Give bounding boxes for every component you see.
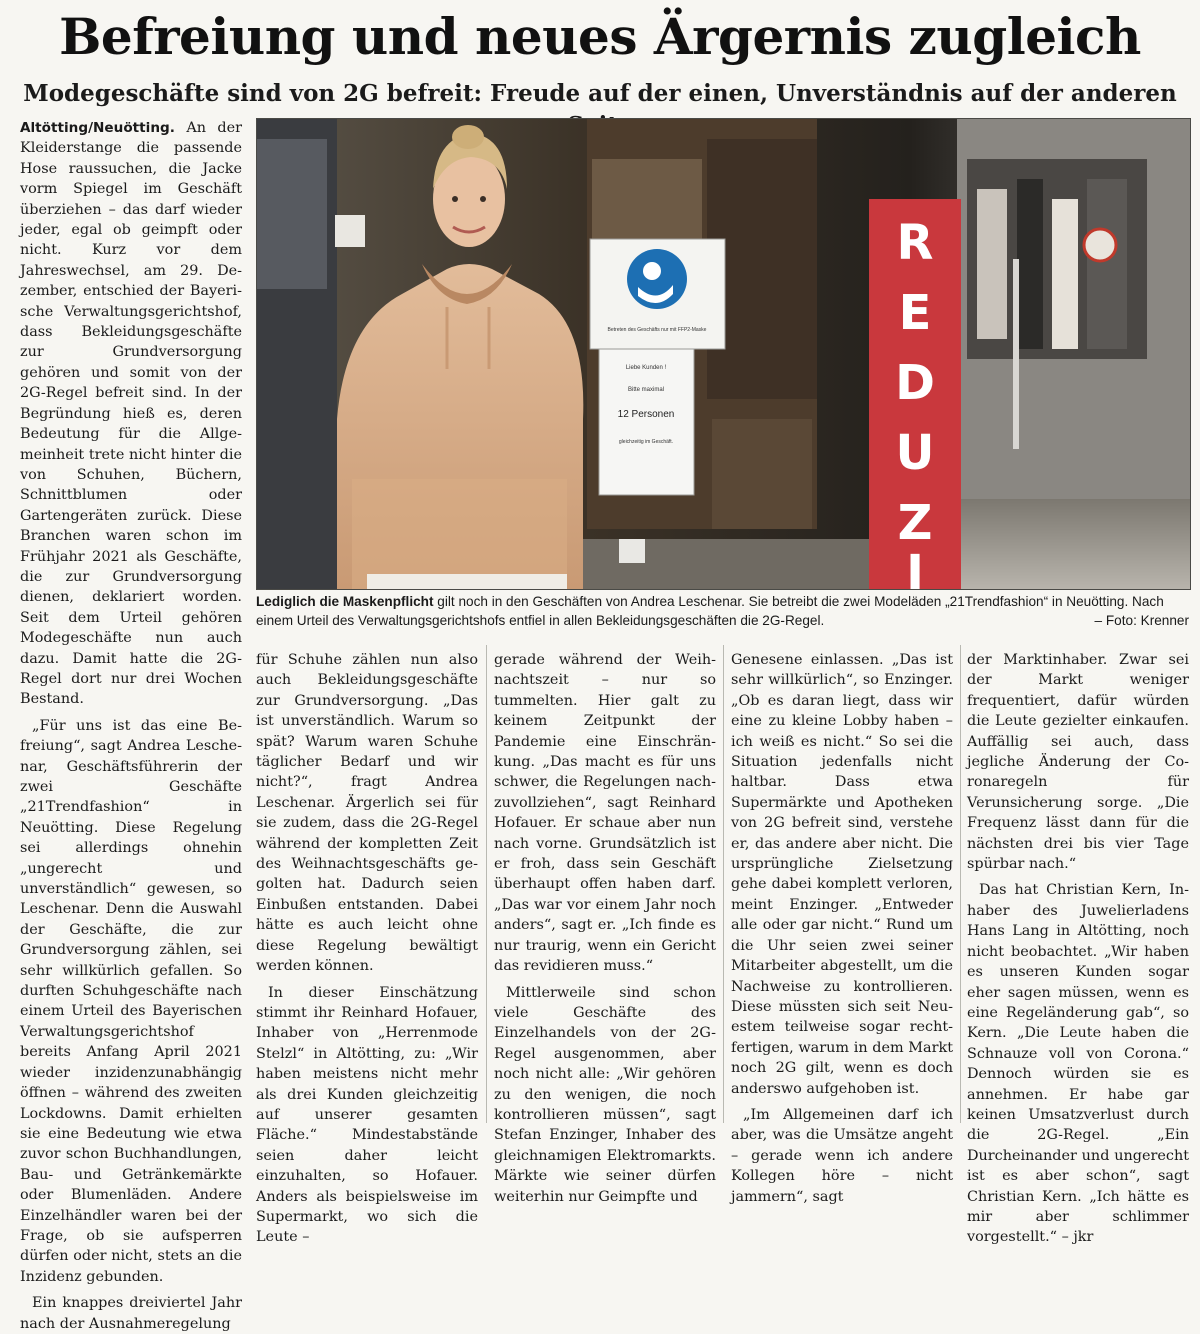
photo-credit: – Foto: Krenner bbox=[1094, 613, 1189, 628]
banner-letter: I bbox=[906, 545, 924, 589]
paragraph: Mittlerweile sind schon viele Geschäfte des Einzelhandels von der 2G-Regel ausgenommen, aber noch nicht alle: „Wir gehören zu den wenigen, die noch kontrollieren müssen“, sagt Stefan Enzinger, Inhaber des gleichnamigen Elektromarkts. Märkte wie seiner dürfen weiterhin nur Geimpfte und bbox=[494, 984, 716, 1205]
mask-sign-text: Betreten des Geschäfts nur mit FFP2-Maske bbox=[607, 327, 707, 333]
mask-sign bbox=[590, 239, 725, 349]
sign-line: Bitte maximal bbox=[627, 387, 665, 393]
headline: Befreiung und neues Ärgernis zugleich bbox=[59, 7, 1141, 66]
caption-lead: Lediglich die Maskenpflicht bbox=[256, 594, 434, 609]
column-rule bbox=[486, 645, 487, 1123]
article-column-1 bbox=[20, 118, 242, 1334]
paragraph: In dieser Einschätzung stimmt ihr Reinhard Hofauer, Inhaber von „Herrenmode Stelzl“ in Altötting, zu: „Wir haben meistens nicht mehr als drei Kunden gleichzeitig auf unserer gesamten Fläche.“ Mindestabstände seien daher leicht einzuhalten, so Hofauer. Anders als beispielsweise im Supermarkt, wo sich die Leute – bbox=[256, 984, 478, 1246]
banner-letter: R bbox=[896, 215, 934, 271]
paragraph: „Im Allgemeinen darf ich aber, was die Umsätze angeht – gerade wenn ich andere Kollegen höre – nicht jammern“, sagt bbox=[731, 1106, 953, 1205]
article-column-2 bbox=[256, 650, 478, 1248]
shop-window-photo bbox=[257, 119, 1190, 589]
sign-title: Liebe Kunden ! bbox=[625, 365, 667, 371]
sign-footer: gleichzeitig im Geschäft. bbox=[618, 439, 674, 445]
sign-value: 12 Personen bbox=[617, 409, 675, 420]
paragraph-text: An der Kleiderstange die passende Hose raussuchen, die Jacke vorm Spiegel im Geschäft überziehen – das darf wieder jeder, egal ob geimpft oder nicht. Kurz vor dem Jahreswechsel, am 29. Dezember, entschied der Bayerische Verwaltungsgerichtshof, dass Bekleidungsgeschäfte zur Grundversorgung gehören und somit von der 2G-Regel befreit sind. In der Begründung hieß es, deren Bedeutung für die Allgemeinheit trete nicht hinter die von Schuhen, Büchern, Schnittblumen oder Gartengeräten zurück. Diese Branchen waren schon im Frühjahr 2021 als Geschäfte, die zur Grundversorgung dienen, deklariert worden. Seit dem Urteil gehören Modegeschäfte nun auch dazu. Damit hatte die 2G-Regel dort nur drei Wochen Bestand. bbox=[20, 120, 242, 708]
article-column-3 bbox=[494, 650, 716, 1207]
paragraph: gerade während der Weihnachtszeit – nur so tummelten. Hier galt zu keinem Zeitpunkt der Pandemie eine Einschränkung. „Das macht es für uns schwer, die Regelungen nachzuvollziehen“, sagt Reinhard Hofauer. Er schaue aber nun nach vorne. Grundsätzlich ist er froh, dass sein Geschäft überhaupt offen haben darf. „Das war vor einem Jahr noch anders“, sagt er. „Ich finde es nur traurig, wenn ein Gericht das revidieren muss.“ bbox=[494, 652, 716, 975]
paragraph: „Für uns ist das eine Befreiung“, sagt Andrea Leschenar, Geschäftsführerin der zwei Geschäfte „21Trendfashion“ in Neuötting. Diese Regelung sei allerdings ohnehin „ungerecht und unverständlich“ gewesen, so Leschenar. Denn die Auswahl der Geschäfte, die zur Grundversorgung zählen, sei sehr willkürlich gefallen. So durften Schuhgeschäfte nach einem Urteil des Bayerischen Verwaltungsgerichtshof bereits Anfang April 2021 wieder inzidenzunabhängig öffnen – während des zweiten Lockdowns. Damit erhielten sie eine Bedeutung wie etwa zuvor schon Buchhandlungen, Bau- und Getränkemärkte oder Blumenläden. Andere Einzelhändler waren bei der Frage, ob sie aufsperren dürfen oder nicht, stets an die Inzidenz gebunden. bbox=[20, 717, 242, 1285]
customer-limit-sign bbox=[599, 349, 694, 495]
column-rule bbox=[960, 645, 961, 1123]
article-column-5 bbox=[967, 650, 1189, 1248]
banner-letter: Z bbox=[897, 495, 933, 551]
paragraph: für Schuhe zählen nun also auch Bekleidungsgeschäfte zur Grundversorgung. „Das ist unverständlich. Warum so spät? Warum waren Schuhe täglicher Bedarf und wir nicht?“, fragt Andrea Leschenar. Ärgerlich sei für sie zudem, dass die 2G-Regel während der kompletten Zeit des Weihnachtsgeschäfts gegolten hat. Dadurch seien Einbußen entstanden. Dabei hätte es auch leicht ohne diese Regelung bewältigt werden können. bbox=[256, 652, 478, 975]
photo-caption bbox=[256, 592, 1189, 630]
column-rule bbox=[723, 645, 724, 1123]
article-column-4 bbox=[731, 650, 953, 1207]
banner-letter: D bbox=[895, 355, 935, 411]
dateline: Altötting/Neuötting. bbox=[20, 120, 175, 136]
paragraph: Das hat Christian Kern, Inhaber des Juwelierladens Hans Lang in Altötting, noch nicht beobachtet. „Wir haben es unseren Kunden sogar eher sagen müssen, wenn es eine Regeländerung gab“, so Kern. „Die Leute haben die Schnauze voll von Corona.“ Dennoch würden sie es annehmen. Er habe gar keinen Umsatzverlust durch die 2G-Regel. „Ein Durcheinander und ungerecht ist es aber schon“, sagt Christian Kern. „Ich hätte es mir aber schlimmer vorgestellt.“ – jkr bbox=[967, 882, 1189, 1246]
paragraph bbox=[20, 118, 242, 710]
banner-letter: E bbox=[898, 285, 932, 341]
banner-letter: U bbox=[895, 425, 935, 481]
subheadline: Modegeschäfte sind von 2G befreit: Freude auf der einen, Unverständnis auf der anderen bbox=[23, 80, 1177, 107]
paragraph: Genesene einlassen. „Das ist sehr willkürlich“, so Enzinger. „Ob es daran liegt, dass wir eine zu kleine Lobby haben – ich weiß es nicht.“ So sei die Situation jedenfalls nicht haltbar. Dass etwa Supermärkte und Apotheken von 2G befreit sind, verstehe er, das andere aber nicht. Die ursprüngliche Zielsetzung gehe dabei komplett verloren, meint Enzinger. „Entweder alle oder gar nicht.“ Rund um die Uhr seien zwei seiner Mitarbeiter abgestellt, um die Nachweise zu kontrollieren. Diese müssten sich seit Neuestem teilweise sogar rechtfertigen, warum in dem Markt noch 2G gilt, wenn es doch anderswo aufgehoben ist. bbox=[731, 652, 953, 1097]
paragraph: der Marktinhaber. Zwar sei der Markt weniger frequentiert, dafür würden die Leute gezielter einkaufen. Auffällig sei auch, dass jegliche Änderung der Coronaregeln für Verunsicherung sorge. „Die Frequenz lässt dann für die nächsten drei bis vier Tage spürbar nach.“ bbox=[967, 652, 1189, 873]
article-photo bbox=[256, 118, 1191, 590]
paragraph: Ein knappes dreiviertel Jahr nach der Ausnahmeregelung bbox=[20, 1295, 242, 1332]
caption-text: gilt noch in den Geschäften von Andrea Leschenar. Sie betreibt die zwei Modeläden „21Trendfashion“ in Neuötting. Nach einem Urteil des Verwaltungsgerichtshofs entfiel in allen Bekleidungsgeschäften die 2G-Regel. bbox=[256, 594, 1164, 628]
